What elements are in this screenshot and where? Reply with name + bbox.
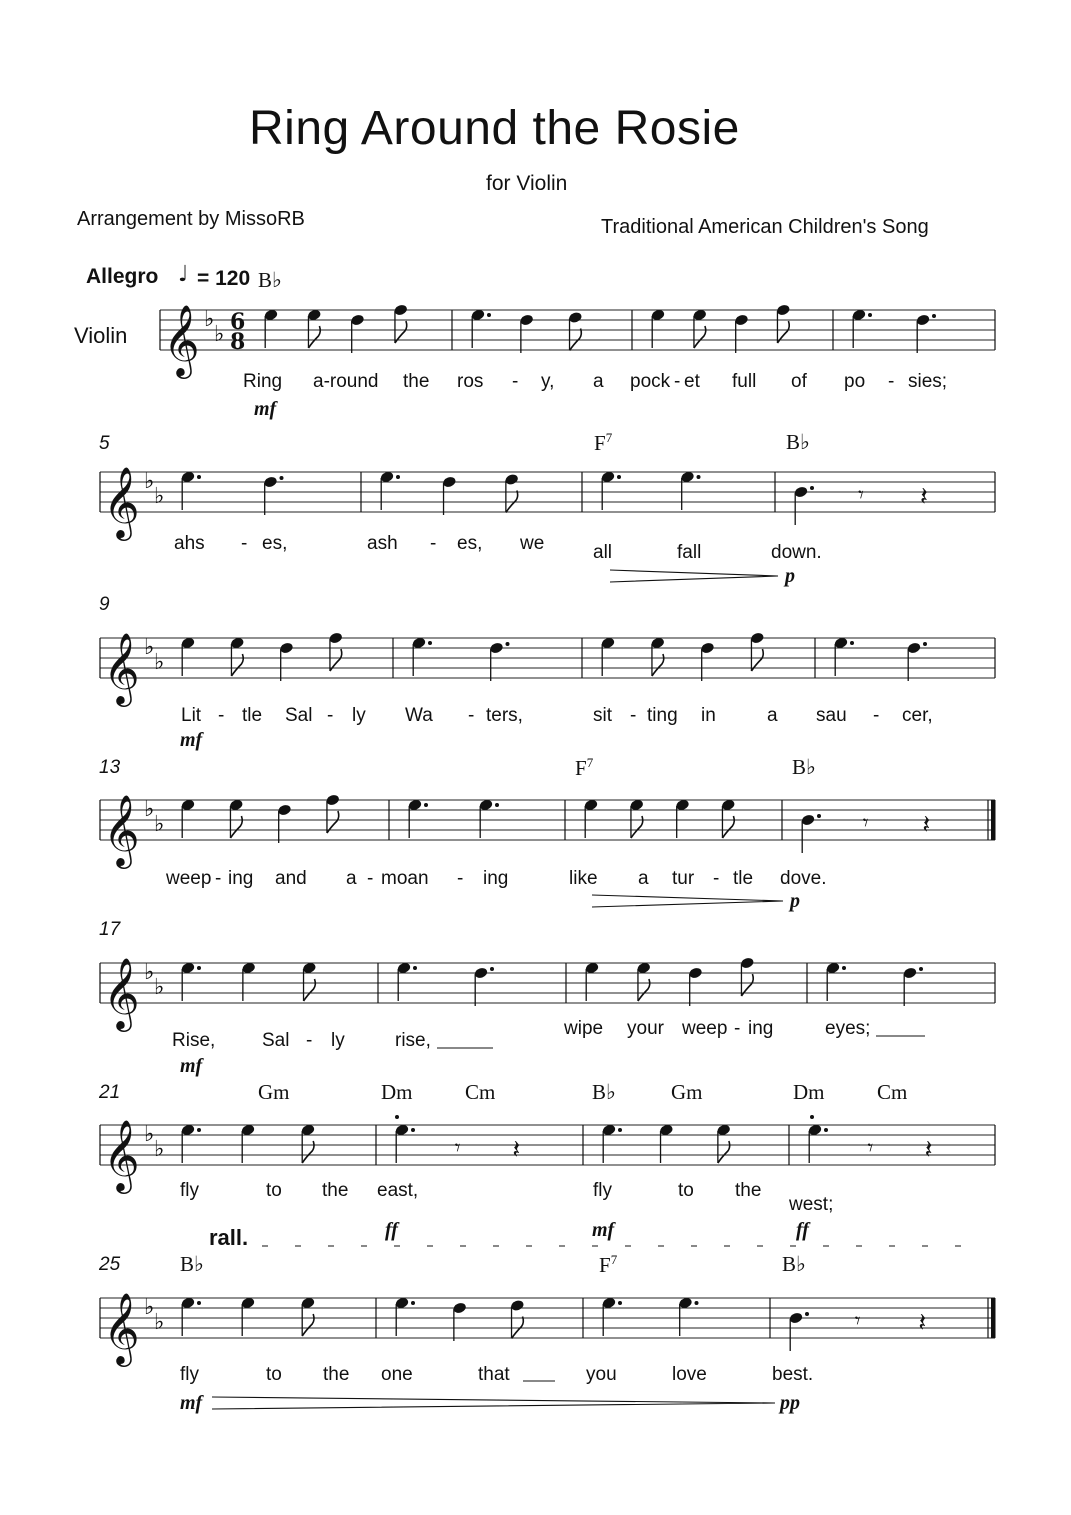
lyric-syllable: a <box>346 868 357 889</box>
flat-sign-icon: ♭ <box>144 797 155 822</box>
chord-symbol: B♭ <box>786 430 810 454</box>
song-title: Ring Around the Rosie <box>249 102 740 155</box>
lyric-syllable: sau <box>816 705 847 726</box>
lyric-syllable: your <box>627 1018 664 1039</box>
lyric-syllable: a-round <box>313 371 379 392</box>
lyric-syllable: to <box>266 1180 282 1201</box>
tempo-marking: Allegro <box>86 265 159 288</box>
lyric-syllable: es, <box>457 533 483 554</box>
lyric-syllable: we <box>520 533 545 554</box>
lyric-syllable: of <box>791 371 807 392</box>
lyric-syllable: best. <box>772 1364 814 1385</box>
lyric-syllable: ing <box>483 868 509 889</box>
decrescendo-hairpin <box>610 570 778 582</box>
treble-clef-icon: 𝄞 <box>103 956 140 1029</box>
lyric-syllable: et <box>684 371 700 392</box>
lyric-syllable: rise, <box>395 1030 431 1051</box>
song-subtitle: for Violin <box>486 172 568 195</box>
lyric-syllable: - <box>367 868 374 889</box>
lyric-syllable: sies; <box>908 371 948 392</box>
lyric-syllable: fall <box>677 542 702 563</box>
lyric-syllable: dove. <box>780 868 827 889</box>
lyric-syllable: full <box>732 371 757 392</box>
treble-clef-icon: 𝄞 <box>103 1291 140 1364</box>
flat-sign-icon: ♭ <box>154 1137 165 1162</box>
lyric-syllable: - <box>430 533 437 554</box>
chord-symbol: B♭ <box>782 1252 806 1276</box>
lyric-syllable: - <box>218 705 225 726</box>
final-barline <box>991 800 996 840</box>
lyric-syllable: Wa <box>405 705 433 726</box>
lyric-syllable: in <box>701 705 716 726</box>
eighth-flag <box>302 1141 314 1163</box>
tempo-change-rall: rall. <box>209 1225 249 1250</box>
lyric-syllable: ahs <box>174 533 205 554</box>
lyric-syllable: - <box>306 1030 313 1051</box>
dot <box>824 1128 828 1132</box>
dot <box>428 641 432 645</box>
flat-sign-icon: ♭ <box>154 1310 165 1335</box>
eighth-flag <box>638 979 650 1001</box>
lyric-syllable: that <box>478 1364 510 1385</box>
flat-sign-icon: ♭ <box>154 812 165 837</box>
dot <box>617 475 621 479</box>
eighth-rest-icon: 𝄾 <box>858 483 864 508</box>
eighth-flag <box>308 326 320 348</box>
lyric-syllable: the <box>735 1180 762 1201</box>
chord-symbol: Dm <box>793 1080 825 1104</box>
dynamic-marking: p <box>785 565 795 587</box>
lyric-syllable: - <box>734 1018 741 1039</box>
dot <box>817 814 821 818</box>
dynamic-marking: mf <box>180 1055 203 1077</box>
lyric-syllable: - <box>888 371 895 392</box>
dot <box>197 966 201 970</box>
treble-clef-icon: 𝄞 <box>103 631 140 704</box>
decrescendo-hairpin <box>592 895 783 907</box>
dot <box>842 966 846 970</box>
lyric-syllable: Sal <box>262 1030 290 1051</box>
flat-sign-icon: ♭ <box>144 635 155 660</box>
lyric-syllable: west; <box>789 1194 834 1215</box>
measure-number: 21 <box>99 1082 121 1103</box>
eighth-rest-icon: 𝄾 <box>862 811 869 836</box>
dot <box>919 967 923 971</box>
lyric-syllable: down. <box>771 542 822 563</box>
lyric-syllable: fly <box>180 1180 199 1201</box>
chord-symbol: Cm <box>877 1080 908 1104</box>
flat-sign-icon: ♭ <box>144 469 155 494</box>
measure-number: 9 <box>99 594 110 615</box>
staccato-dot <box>810 1115 814 1119</box>
lyric-syllable: es, <box>262 533 288 554</box>
quarter-rest-icon: 𝄽 <box>922 810 931 840</box>
dot <box>805 1312 809 1316</box>
lyric-syllable: pock <box>630 371 671 392</box>
lyric-syllable: Sal <box>285 705 313 726</box>
eighth-rest-icon: 𝄾 <box>867 1136 874 1161</box>
chord-symbol: Dm <box>381 1080 413 1104</box>
lyric-syllable: moan <box>381 868 429 889</box>
composer-credit: Traditional American Children's Song <box>601 216 929 238</box>
lyric-syllable: ly <box>331 1030 345 1051</box>
time-signature-bottom: 8 <box>230 329 246 355</box>
flat-sign-icon: ♭ <box>144 960 155 985</box>
lyric-syllable: - <box>630 705 637 726</box>
treble-clef-icon: 𝄞 <box>163 303 200 376</box>
dot <box>413 966 417 970</box>
lyric-syllable: Lit <box>181 705 202 726</box>
lyric-syllable: weep <box>682 1018 728 1039</box>
dot <box>490 967 494 971</box>
lyric-syllable: wipe <box>564 1018 604 1039</box>
dot <box>850 641 854 645</box>
final-barline <box>991 1298 996 1338</box>
lyric-syllable: you <box>586 1364 617 1385</box>
dot <box>697 475 701 479</box>
chord-symbol: B♭ <box>258 268 282 292</box>
lyric-syllable: the <box>403 371 430 392</box>
treble-clef-icon: 𝄞 <box>103 1118 140 1191</box>
dynamic-marking: p <box>790 890 800 912</box>
flat-sign-icon: ♭ <box>154 650 165 675</box>
lyric-syllable: - <box>873 705 880 726</box>
dynamic-marking: pp <box>780 1392 800 1414</box>
dot <box>506 642 510 646</box>
lyric-syllable: tle <box>733 868 754 889</box>
arranger-credit: Arrangement by MissoRB <box>77 208 305 230</box>
dot <box>495 803 499 807</box>
dot <box>396 475 400 479</box>
chord-symbol: Gm <box>258 1080 290 1104</box>
lyric-syllable: ly <box>352 705 366 726</box>
lyric-syllable: - <box>674 371 681 392</box>
treble-clef-icon: 𝄞 <box>103 465 140 538</box>
lyric-syllable: to <box>678 1180 694 1201</box>
quarter-note-icon: ♩ <box>178 262 189 287</box>
lyric-syllable: Rise, <box>172 1030 216 1051</box>
lyric-syllable: weep <box>166 868 212 889</box>
lyric-syllable: cer, <box>902 705 933 726</box>
eighth-flag <box>230 816 242 838</box>
dynamic-marking: mf <box>180 729 203 751</box>
eighth-flag <box>652 654 664 676</box>
treble-clef-icon: 𝄞 <box>103 793 140 866</box>
chord-symbol: B♭ <box>592 1080 616 1104</box>
lyric-syllable: love <box>672 1364 707 1385</box>
lyric-syllable: to <box>266 1364 282 1385</box>
dot <box>197 1128 201 1132</box>
flat-sign-icon: ♭ <box>214 322 225 347</box>
flat-sign-icon: ♭ <box>144 1295 155 1320</box>
eighth-rest-icon: 𝄾 <box>854 1309 861 1334</box>
lyric-syllable: - <box>468 705 475 726</box>
quarter-rest-icon: 𝄽 <box>512 1135 521 1165</box>
flat-sign-icon: ♭ <box>154 484 165 509</box>
lyric-syllable: - <box>512 371 519 392</box>
decrescendo-hairpin <box>212 1397 775 1409</box>
dot <box>618 1128 622 1132</box>
chord-symbol: $F^7$ <box>575 755 594 780</box>
lyric-syllable: east, <box>377 1180 419 1201</box>
dynamic-marking: mf <box>254 398 277 420</box>
dot <box>280 476 284 480</box>
measure-number: 5 <box>99 433 110 454</box>
dot <box>618 1301 622 1305</box>
dot <box>932 314 936 318</box>
eighth-flag <box>302 1314 314 1336</box>
instrument-label: Violin <box>74 323 128 348</box>
dot <box>868 313 872 317</box>
lyric-syllable: Ring <box>243 371 283 392</box>
lyric-syllable: sit <box>593 705 612 726</box>
dot <box>411 1128 415 1132</box>
eighth-flag <box>722 816 734 838</box>
eighth-rest-icon: 𝄾 <box>454 1136 461 1161</box>
flat-sign-icon: ♭ <box>144 1122 155 1147</box>
eighth-flag <box>718 1141 730 1163</box>
lyric-syllable: a <box>593 371 604 392</box>
dot <box>810 486 814 490</box>
lyric-syllable: y, <box>541 371 555 392</box>
lyric-syllable: a <box>767 705 778 726</box>
lyric-syllable: - <box>713 868 720 889</box>
chord-symbol: Cm <box>465 1080 496 1104</box>
lyric-syllable: ing <box>748 1018 774 1039</box>
dynamic-marking: ff <box>796 1219 809 1241</box>
lyric-syllable: the <box>322 1180 349 1201</box>
dot <box>197 475 201 479</box>
lyric-syllable: po <box>844 371 866 392</box>
measure-number: 13 <box>99 757 121 778</box>
quarter-rest-icon: 𝄽 <box>924 1135 933 1165</box>
dot <box>197 1301 201 1305</box>
eighth-flag <box>304 979 316 1001</box>
flat-sign-icon: ♭ <box>204 307 215 332</box>
quarter-rest-icon: 𝄽 <box>920 482 928 512</box>
dynamic-marking: mf <box>180 1392 203 1414</box>
measure-number: 17 <box>99 919 121 940</box>
lyric-syllable: - <box>457 868 464 889</box>
tempo-bpm: = 120 <box>197 267 251 290</box>
lyric-syllable: ters, <box>486 705 523 726</box>
lyric-syllable: the <box>323 1364 350 1385</box>
lyric-syllable: - <box>241 533 248 554</box>
time-signature-top: 6 <box>230 309 246 335</box>
lyric-syllable: one <box>381 1364 413 1385</box>
lyric-syllable: ting <box>647 705 678 726</box>
staccato-dot <box>395 1115 399 1119</box>
flat-sign-icon: ♭ <box>154 975 165 1000</box>
lyric-syllable: all <box>593 542 613 563</box>
eighth-flag <box>694 326 706 348</box>
chord-symbol: B♭ <box>180 1252 204 1276</box>
dot <box>424 803 428 807</box>
lyric-syllable: and <box>275 868 307 889</box>
dot <box>695 1301 699 1305</box>
dynamic-marking: ff <box>385 1219 398 1241</box>
measure-number: 25 <box>99 1254 121 1275</box>
lyric-syllable: - <box>215 868 222 889</box>
lyric-syllable: eyes; <box>825 1018 871 1039</box>
eighth-flag <box>631 816 643 838</box>
lyric-syllable: ros <box>457 371 484 392</box>
lyric-syllable: like <box>569 868 598 889</box>
lyric-syllable: ash <box>367 533 398 554</box>
lyric-syllable: fly <box>593 1180 612 1201</box>
lyric-syllable: tle <box>242 705 263 726</box>
lyric-syllable: fly <box>180 1364 199 1385</box>
dot <box>411 1301 415 1305</box>
dynamic-marking: mf <box>592 1219 615 1241</box>
dot <box>487 313 491 317</box>
chord-symbol: $F^7$ <box>594 430 613 455</box>
lyric-syllable: tur <box>672 868 695 889</box>
lyric-syllable: a <box>638 868 649 889</box>
lyric-syllable: ing <box>228 868 254 889</box>
chord-symbol: B♭ <box>792 755 816 779</box>
quarter-rest-icon: 𝄽 <box>918 1308 927 1338</box>
chord-symbol: Gm <box>671 1080 703 1104</box>
eighth-flag <box>231 654 243 676</box>
chord-symbol: $F^7$ <box>599 1252 618 1277</box>
lyric-syllable: - <box>327 705 334 726</box>
dot <box>923 642 927 646</box>
